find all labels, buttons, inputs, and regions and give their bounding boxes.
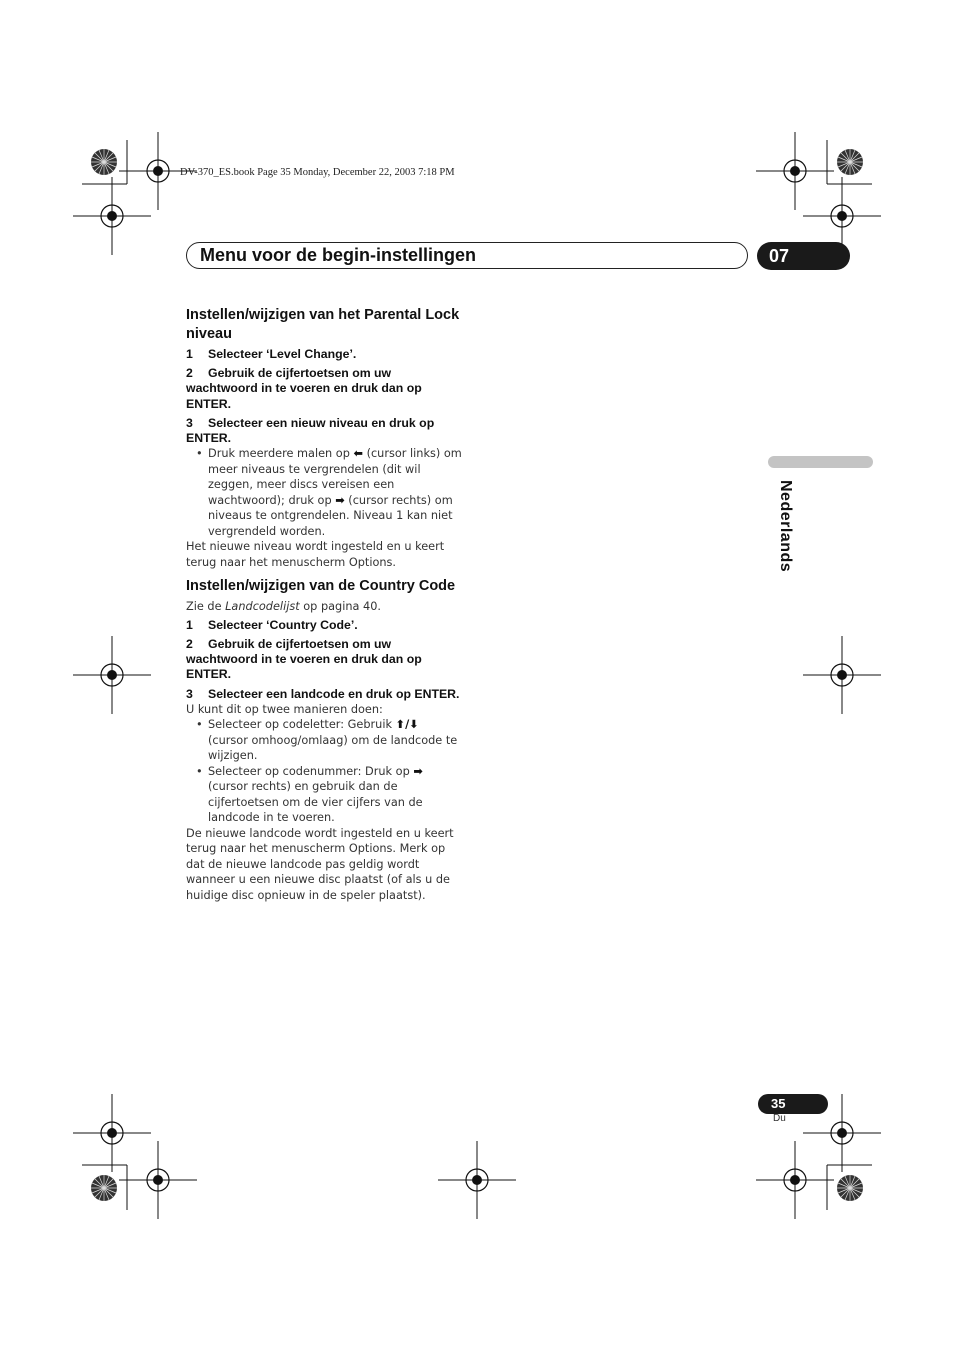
right-arrow-icon: ➡ [335,493,345,507]
intro-text: U kunt dit op twee manieren doen: [186,702,383,716]
right-arrow-icon: ➡ [413,764,423,778]
registration-target-icon [73,177,151,255]
registration-target-right-icon [803,636,881,714]
registration-target-icon [756,132,834,210]
step-item: 3 Selecteer een landcode en druk op ENTER. [186,686,460,701]
result-text: Het nieuwe niveau wordt ingesteld en u keert terug naar het menuscherm Options. [186,540,445,569]
crop-mark-bottom-left [73,1094,197,1219]
step-item: 1 Selecteer ‘Country Code’. [186,617,358,632]
step-item: 1 Selecteer ‘Level Change’. [186,347,357,361]
section-title-country-code: Instellen/wijzigen van de Country Code [186,578,456,595]
reference-text: Zie de Landcodelijst op pagina 40. [186,600,381,614]
star-target-icon [837,149,863,175]
registration-target-bottom-icon [438,1141,516,1219]
reference-link-text: Landcodelijst [225,600,300,614]
left-arrow-icon: ⬅ [353,447,363,461]
bullet-icon: • [196,447,203,461]
star-target-icon [91,149,117,175]
bullet-list [186,717,462,826]
step-item: 2 Gebruik de cijfertoetsen om uw wachtwoord in te voeren en druk dan op ENTER. [186,366,422,411]
list-item: • Druk meerdere malen op ⬅ (cursor links) om meer niveaus te vergrendelen (dit wil zeggen, meer discs vereisen een wachtwoord); druk op ➡ (cursor rechts) om niveaus te ontgrendelen. Niveau 1 kan niet vergrendeld worden. [196,447,462,538]
bullet-icon: • [196,718,203,732]
crop-mark-top-right [756,132,881,255]
step-item: 3 Selecteer een nieuw niveau en druk op ENTER. [186,415,435,446]
main-content [186,306,462,903]
language-tab [768,456,873,468]
bullet-list [186,446,462,539]
bullet-icon: • [196,764,203,778]
page-number-badge: 35 [758,1094,828,1114]
up-down-arrow-icon: ⬆/⬇ [395,718,419,732]
language-label: Nederlands [777,480,794,573]
star-target-icon [837,1175,863,1201]
registration-target-left-icon [73,636,151,714]
step-item: 2 Gebruik de cijfertoetsen om uw wachtwoord in te voeren en druk dan op ENTER. [186,636,422,682]
star-target-icon [91,1175,117,1201]
list-item: • Selecteer op codeletter: Gebruik ⬆/⬇ (cursor omhoog/omlaag) om de landcode te wijzigen. [196,718,458,763]
chapter-number-badge: 07 [757,242,850,270]
print-info: DV-370_ES.book Page 35 Monday, December 22, 2003 7:18 PM [180,167,455,178]
chapter-header [186,242,748,269]
registration-target-icon [73,1094,151,1172]
page-language-code: Du [773,1113,786,1124]
registration-target-icon [756,1141,834,1219]
crop-mark-top-left [73,132,197,255]
registration-target-icon [119,1141,197,1219]
list-item: • Selecteer op codenummer: Druk op ➡ (cursor rechts) en gebruik dan de cijfertoetsen om de vier cijfers van de landcode in te voeren. [196,764,423,825]
page-title: Menu voor de begin-instellingen [200,245,477,265]
result-text: De nieuwe landcode wordt ingesteld en u keert terug naar het menuscherm Options. Merk op dat de nieuwe landcode pas geldig wordt wanneer u een nieuwe disc plaatst (of als u de huidige disc opnieuw in de speler plaatst). [186,826,454,902]
section-title-parental-lock: Instellen/wijzigen van het Parental Lock niveau [186,307,460,342]
